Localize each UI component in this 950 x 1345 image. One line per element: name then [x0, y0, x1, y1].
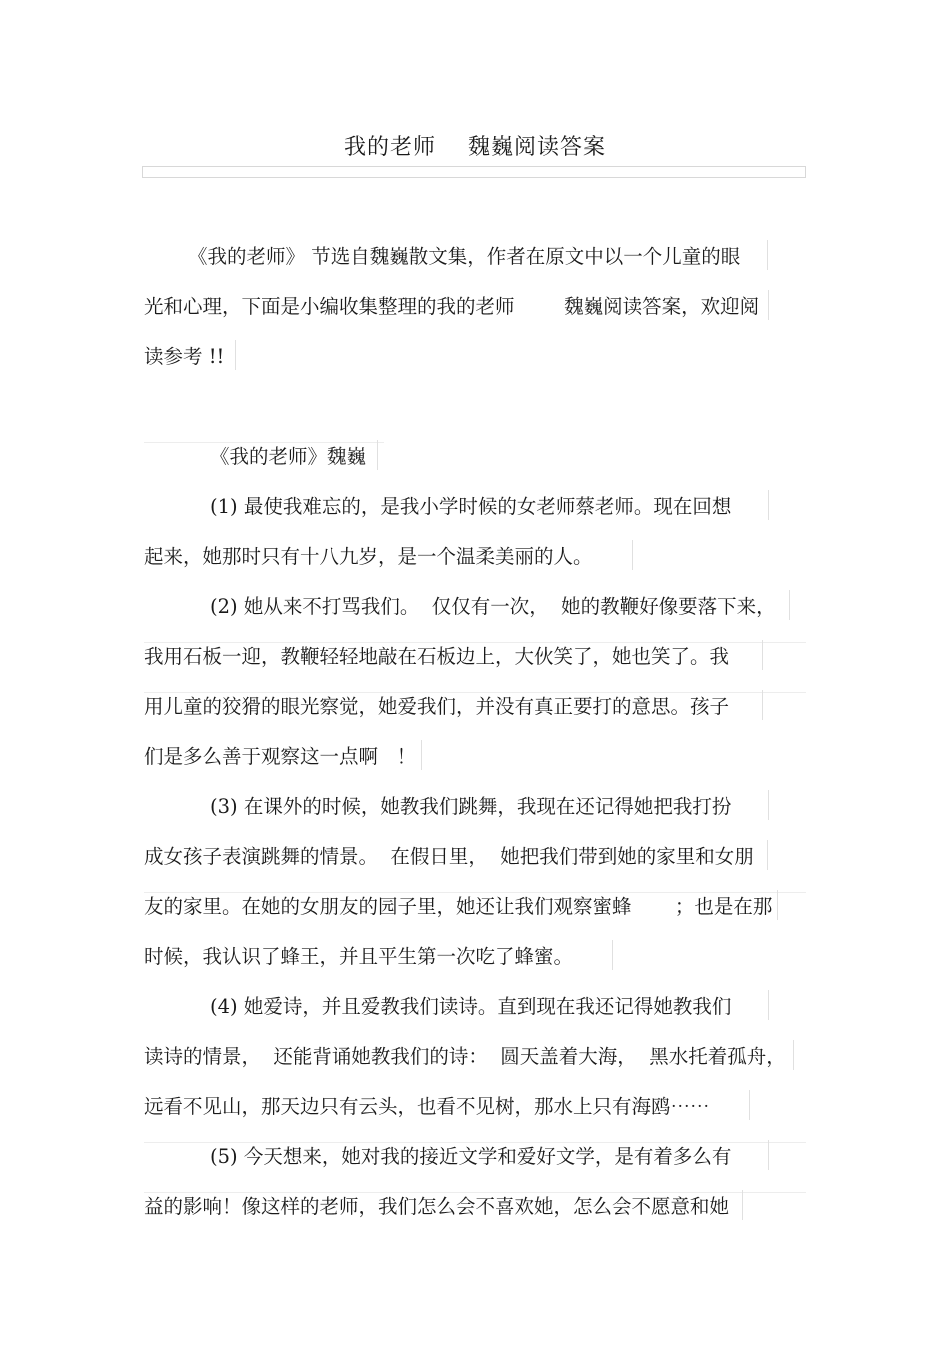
paragraph-5-line-1: (5) 今天想来，她对我的接近文学和爱好文学，是有着多么有: [210, 1140, 731, 1174]
title-divider: [142, 166, 806, 178]
paragraph-2-line-3: 用儿童的狡猾的眼光察觉，她爱我们，并没有真正要打的意思。孩子: [144, 690, 729, 724]
paragraph-3-line-1: (3) 在课外的时候，她教我们跳舞，我现在还记得她把我打扮: [210, 790, 731, 824]
intro-line-1: 《我的老师》 节选自魏巍散文集，作者在原文中以一个儿童的眼: [188, 240, 740, 274]
article-subtitle: 《我的老师》魏巍: [210, 440, 366, 474]
paragraph-2-line-4: 们是多么善于观察这一点啊 ！: [144, 740, 416, 774]
paragraph-4-line-1: (4) 她爱诗，并且爱教我们读诗。直到现在我还记得她教我们: [210, 990, 731, 1024]
paragraph-3-line-4: 时候，我认识了蜂王，并且平生第一次吃了蜂蜜。: [144, 940, 573, 974]
paragraph-5-line-2: 益的影响！像这样的老师，我们怎么会不喜欢她，怎么会不愿意和她: [144, 1190, 729, 1224]
paragraph-2-line-2: 我用石板一迎，教鞭轻轻地敲在石板边上，大伙笑了，她也笑了。我: [144, 640, 729, 674]
paragraph-1-line-1: (1) 最使我难忘的，是我小学时候的女老师蔡老师。现在回想: [210, 490, 731, 524]
paragraph-4-line-2: 读诗的情景， 还能背诵她教我们的诗： 圆天盖着大海， 黑水托着孤舟，: [144, 1040, 786, 1074]
intro-line-2: 光和心理，下面是小编收集整理的我的老师 魏巍阅读答案，欢迎阅: [144, 290, 759, 324]
paragraph-1-line-2: 起来，她那时只有十八九岁，是一个温柔美丽的人。: [144, 540, 593, 574]
paragraph-2-line-1: (2) 她从来不打骂我们。 仅仅有一次， 她的教鞭好像要落下来，: [210, 590, 776, 624]
intro-line-3: 读参考 !!: [144, 340, 224, 374]
paragraph-4-line-3: 远看不见山，那天边只有云头，也看不见树，那水上只有海鸥⋯⋯: [144, 1090, 710, 1124]
paragraph-3-line-2: 成女孩子表演跳舞的情景。 在假日里， 她把我们带到她的家里和女朋: [144, 840, 754, 874]
paragraph-3-line-3: 友的家里。在她的女朋友的园子里，她还让我们观察蜜蜂 ；也是在那: [144, 890, 772, 924]
page-title: 我的老师 魏巍阅读答案: [344, 135, 606, 160]
